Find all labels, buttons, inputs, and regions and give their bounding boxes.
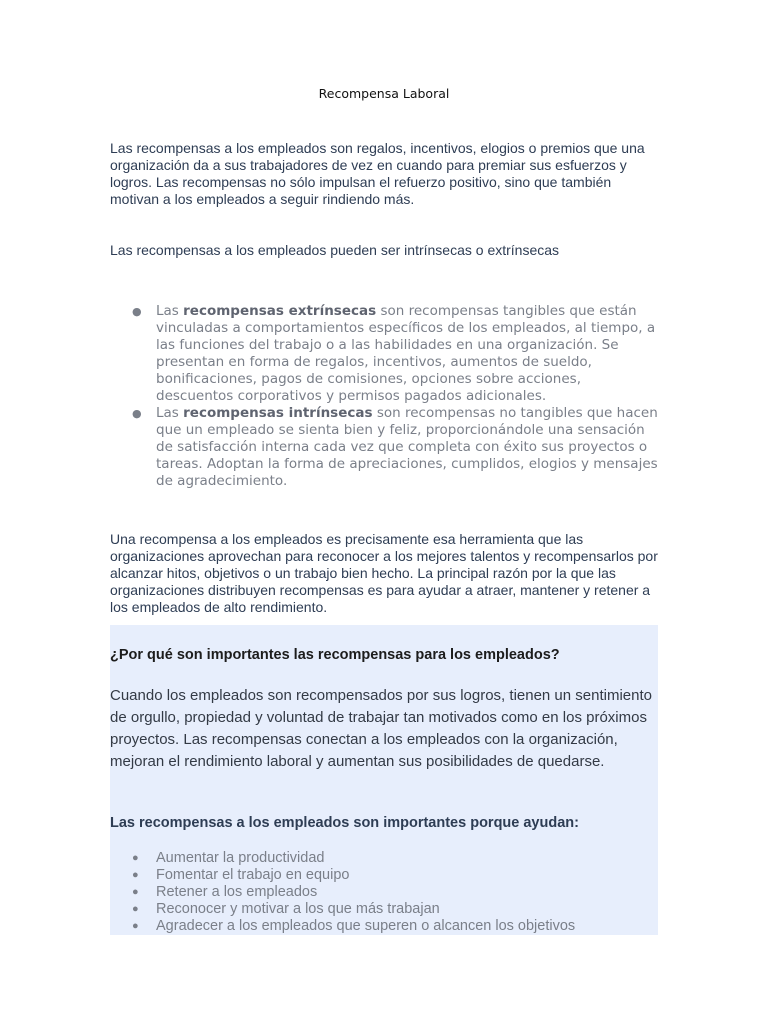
list-item-text: son recompensas tangibles que están vinculadas a comportamientos específicos de los empleados, al tiempo, a las funciones del trabajo o a las habilidades en una organización. Se presentan en forma de regalos, incentivos, aumentos de sueldo, bonificaciones, pagos de comisiones, opciones sobre acciones, descuentos corporativos y permisos pagados adicionales. xyxy=(156,303,656,404)
term-extrinsic: recompensas extrínsecas xyxy=(183,303,377,319)
bullet-icon: ● xyxy=(132,903,139,915)
bullet-icon: ● xyxy=(132,852,139,864)
bullet-icon: ● xyxy=(132,886,139,898)
list-item: ● Retener a los empleados xyxy=(132,884,318,900)
list-item-text: son recompensas no tangibles que hacen que un empleado se sienta bien y feliz, proporcionándole una sensación de satisfacción interna cada vez que completa con éxito sus proyectos o tareas. Adoptan la forma de apreciaciones, cumplidos, elogios y mensajes de agradecimiento. xyxy=(156,405,658,489)
importance-section xyxy=(110,625,658,935)
term-intrinsic: recompensas intrínsecas xyxy=(183,405,373,421)
section-heading: ¿Por qué son importantes las recompensas para los empleados? xyxy=(110,647,560,663)
bullet-icon: ● xyxy=(132,869,139,881)
list-item: ● Reconocer y motivar a los que más trabajan xyxy=(132,901,440,917)
list-item: ● Aumentar la productividad xyxy=(132,850,325,866)
definition-paragraph: Una recompensa a los empleados es precisamente esa herramienta que las organizaciones aprovechan para reconocer a los mejores talentos y recompensarlos por alcanzar hitos, objetivos o un trabajo bien hecho. La principal razón por la que las organizaciones distribuyen recompensas es para ayudar a atraer, mantener y retener a los empleados de alto rendimiento. xyxy=(110,531,658,615)
list-item-intrinsic xyxy=(110,405,662,490)
reward-types-list xyxy=(110,303,662,490)
intro-paragraph: Las recompensas a los empleados son regalos, incentivos, elogios o premios que una organización da a sus trabajadores de vez en cuando para premiar sus esfuerzos y logros. Las recompensas no sólo impulsan el refuerzo positivo, sino que también motivan a los empleados a seguir rindiendo más. xyxy=(110,140,645,207)
list-item-prefix: Las xyxy=(156,405,184,421)
list-item: ● Agradecer a los empleados que superen o alcancen los objetivos xyxy=(132,918,576,934)
bullet-icon: ● xyxy=(132,920,139,932)
list-item-extrinsic xyxy=(110,303,662,405)
document-title: Recompensa Laboral xyxy=(318,86,450,101)
types-intro-paragraph: Las recompensas a los empleados pueden ser intrínsecas o extrínsecas xyxy=(110,242,560,258)
bullet-icon: ● xyxy=(132,407,142,420)
benefits-list xyxy=(110,850,658,935)
list-item-prefix: Las xyxy=(156,303,184,319)
bullet-icon: ● xyxy=(132,305,142,318)
section-body: Cuando los empleados son recompensados por sus logros, tienen un sentimiento de orgullo, propiedad y voluntad de trabajar tan motivados como en los próximos proyectos. Las recompensas conectan a los empleados con la organización, mejoran el rendimiento laboral y aumentan sus posibilidades de quedarse. xyxy=(110,687,652,770)
section-subheading: Las recompensas a los empleados son importantes porque ayudan: xyxy=(110,815,579,831)
list-item: ● Fomentar el trabajo en equipo xyxy=(132,867,350,883)
